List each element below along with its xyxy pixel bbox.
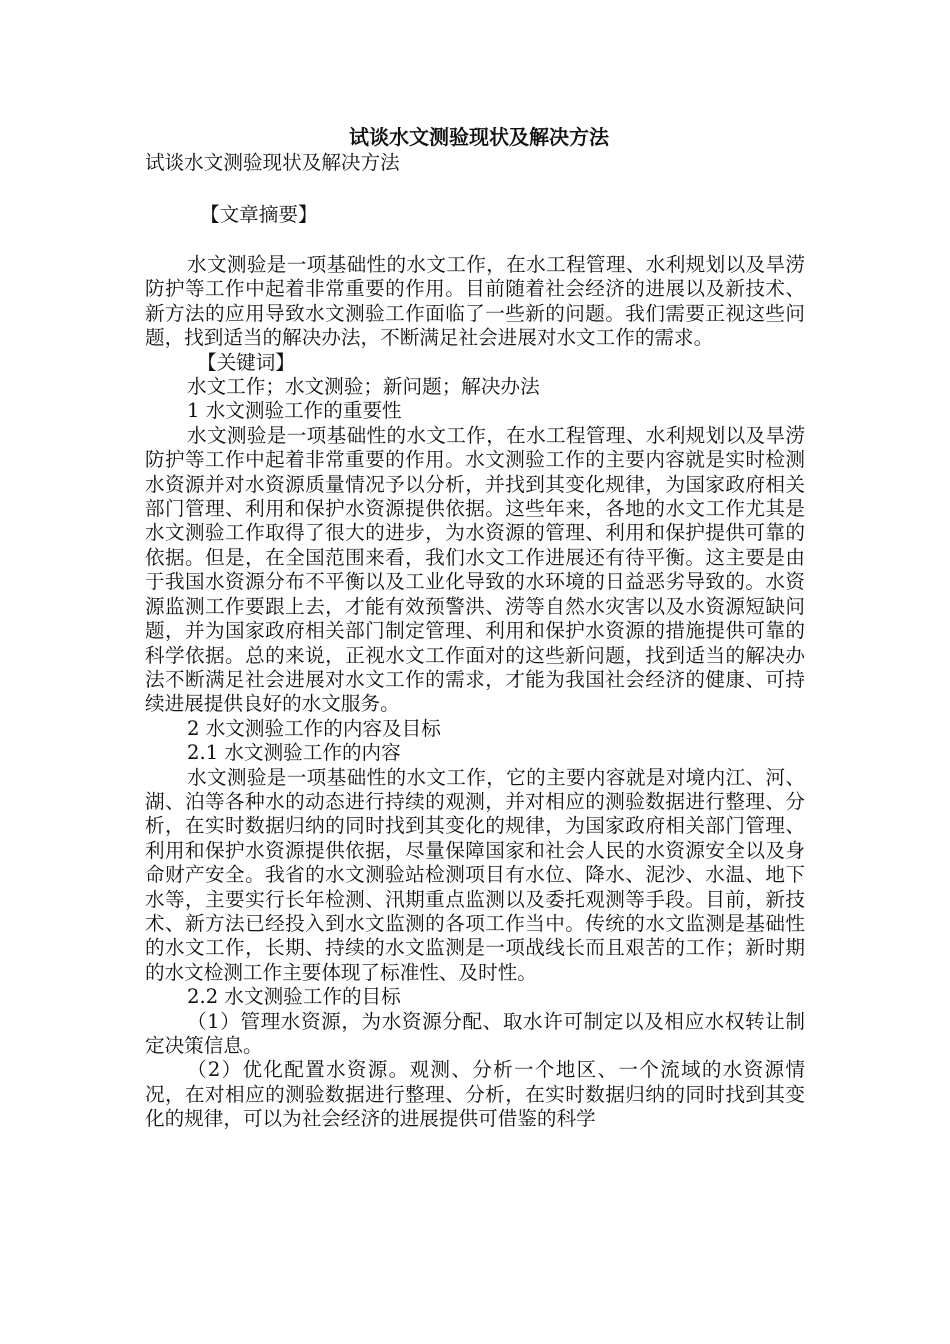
section-1-heading: 1 水文测验工作的重要性 <box>187 399 402 423</box>
document-subtitle: 试谈水文测验现状及解决方法 <box>145 151 400 174</box>
keywords-text: 水文工作；水文测验；新问题；解决办法 <box>187 375 540 399</box>
goal-1-paragraph: （1）管理水资源，为水资源分配、取水许可制定以及相应水权转让制定决策信息。 <box>145 1009 805 1057</box>
goal-2-paragraph: （2）优化配置水资源。观测、分析一个地区、一个流域的水资源情况，在对相应的测验数据进行整理、分析，在实时数据归纳的同时找到其变化的规律，可以为社会经济的进展提供可借鉴的科学 <box>145 1058 805 1131</box>
spacer <box>145 229 805 253</box>
section-2-heading: 2 水文测验工作的内容及目标 <box>187 716 441 740</box>
keywords-heading: 【关键词】 <box>197 350 295 374</box>
section-2-1-paragraph: 水文测验是一项基础性的水文工作，它的主要内容就是对境内江、河、湖、泊等各种水的动态进行持续的观测，并对相应的测验数据进行整理、分析，在实时数据归纳的同时找到其变化的规律，为国家政府相关部门管理、利用和保护水资源提供依据，尽量保障国家和社会人民的水资源安全以及身命财产安全。我省的水文测验站检测项目有水位、降水、泥沙、水温、地下水等，主要实行长年检测、汛期重点监测以及委托观测等手段。目前，新技术、新方法已经投入到水文监测的各项工作当中。传统的水文监测是基础性的水文工作，长期、持续的水文监测是一项战线长而且艰苦的工作；新时期的水文检测工作主要体现了标准性、及时性。 <box>145 765 805 984</box>
abstract-paragraph: 水文测验是一项基础性的水文工作，在水工程管理、水利规划以及旱涝防护等工作中起着非常重要的作用。目前随着社会经济的进展以及新技术、新方法的应用导致水文测验工作面临了一些新的问题。我们需要正视这些问题，找到适当的解决办法，不断满足社会进展对水文工作的需求。 <box>145 253 805 350</box>
section-2-2-heading: 2.2 水文测验工作的目标 <box>187 985 401 1009</box>
document-page <box>145 124 805 1132</box>
spacer <box>145 179 805 203</box>
section-2-1-heading: 2.1 水文测验工作的内容 <box>187 741 401 765</box>
document-title: 试谈水文测验现状及解决方法 <box>349 125 609 149</box>
abstract-heading: 【文章摘要】 <box>200 203 318 226</box>
section-1-paragraph: 水文测验是一项基础性的水文工作，在水工程管理、水利规划以及旱涝防护等工作中起着非常重要的作用。水文测验工作的主要内容就是实时检测水资源并对水资源质量情况予以分析，并找到其变化规律，为国家政府相关部门管理、利用和保护水资源提供依据。这些年来，各地的水文工作尤其是水文测验工作取得了很大的进步，为水资源的管理、利用和保护提供可靠的依据。但是，在全国范围来看，我们水文工作进展还有待平衡。这主要是由于我国水资源分布不平衡以及工业化导致的水环境的日益恶劣导致的。水资源监测工作要跟上去，才能有效预警洪、涝等自然水灾害以及水资源短缺问题，并为国家政府相关部门制定管理、利用和保护水资源的措施提供可靠的科学依据。总的来说，正视水文工作面对的这些新问题，找到适当的解决办法不断满足社会进展对水文工作的需求，才能为我国社会经济的健康、可持续进展提供良好的水文服务。 <box>145 423 805 716</box>
